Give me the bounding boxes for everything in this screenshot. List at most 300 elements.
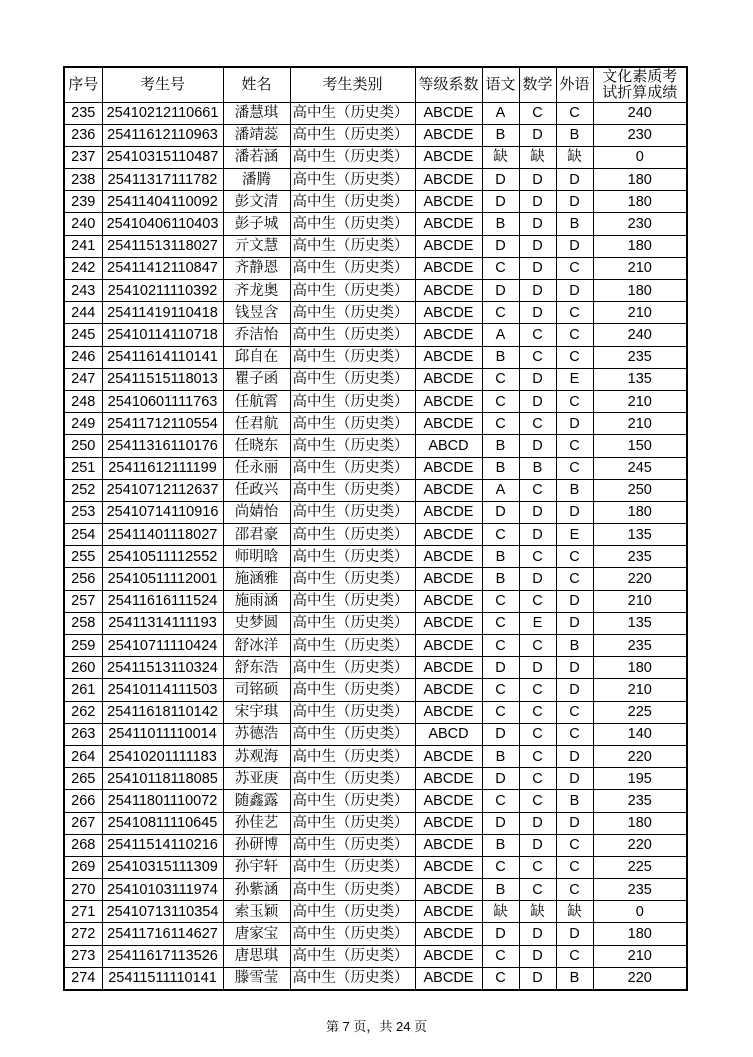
seq-cell: 241 [64,235,102,257]
seq-cell: 244 [64,302,102,324]
seq-cell: 262 [64,701,102,723]
table-row [64,723,687,745]
table-row [64,701,687,723]
score-cell: 235 [593,879,687,901]
name-cell: 孙紫涵 [223,879,290,901]
seq-cell: 274 [64,967,102,989]
math-cell: D [519,435,556,457]
score-cell: 235 [593,546,687,568]
name-cell: 孙宇轩 [223,856,290,878]
exam-no-cell: 25410103111974 [102,879,223,901]
score-cell: 240 [593,102,687,124]
category-cell: 高中生（历史类） [290,346,415,368]
chinese-cell: D [482,923,519,945]
table-row [64,324,687,346]
math-cell: C [519,701,556,723]
category-cell: 高中生（历史类） [290,635,415,657]
exam-no-cell: 25411801110072 [102,790,223,812]
seq-cell: 245 [64,324,102,346]
table-row [64,901,687,923]
foreign-cell: C [556,546,593,568]
chinese-cell: C [482,967,519,989]
score-cell: 210 [593,302,687,324]
category-cell: 高中生（历史类） [290,457,415,479]
foreign-cell: D [556,169,593,191]
level-coef-cell: ABCDE [415,812,482,834]
seq-cell: 258 [64,612,102,634]
exam-no-cell: 25411514110216 [102,834,223,856]
math-cell: D [519,834,556,856]
score-cell: 135 [593,368,687,390]
name-cell: 苏观海 [223,745,290,767]
category-cell: 高中生（历史类） [290,324,415,346]
foreign-cell: D [556,657,593,679]
exam-no-cell: 25411317111782 [102,169,223,191]
table-row [64,568,687,590]
table-row [64,191,687,213]
exam-no-cell: 25411404110092 [102,191,223,213]
exam-no-cell: 25411401118027 [102,524,223,546]
math-cell: 缺 [519,146,556,168]
level-coef-cell: ABCDE [415,967,482,989]
math-cell: D [519,390,556,412]
seq-cell: 236 [64,124,102,146]
name-cell: 随鑫露 [223,790,290,812]
exam-no-cell: 25411712110554 [102,413,223,435]
foreign-cell: B [556,479,593,501]
table-row [64,213,687,235]
category-cell: 高中生（历史类） [290,679,415,701]
foreign-cell: C [556,457,593,479]
seq-cell: 266 [64,790,102,812]
score-cell: 180 [593,923,687,945]
level-coef-cell: ABCDE [415,834,482,856]
name-cell: 史梦圆 [223,612,290,634]
level-coef-cell: ABCDE [415,923,482,945]
foreign-cell: D [556,590,593,612]
seq-cell: 260 [64,657,102,679]
level-coef-cell: ABCDE [415,302,482,324]
exam-no-cell: 25411616111524 [102,590,223,612]
exam-no-cell: 25411513118027 [102,235,223,257]
chinese-cell: B [482,124,519,146]
score-cell: 220 [593,834,687,856]
chinese-cell: 缺 [482,901,519,923]
name-cell: 孙研博 [223,834,290,856]
exam-no-cell: 25411513110324 [102,657,223,679]
math-cell: C [519,723,556,745]
seq-cell: 255 [64,546,102,568]
foreign-cell: C [556,856,593,878]
exam-no-cell: 25410211110392 [102,280,223,302]
score-cell: 180 [593,191,687,213]
name-cell: 潘若涵 [223,146,290,168]
seq-cell: 250 [64,435,102,457]
chinese-cell: D [482,235,519,257]
score-cell: 235 [593,635,687,657]
score-cell: 225 [593,856,687,878]
math-cell: C [519,879,556,901]
category-cell: 高中生（历史类） [290,280,415,302]
chinese-cell: C [482,612,519,634]
name-cell: 苏德浩 [223,723,290,745]
table-row [64,169,687,191]
category-cell: 高中生（历史类） [290,479,415,501]
math-cell: C [519,679,556,701]
name-cell: 彭文清 [223,191,290,213]
name-cell: 潘靖蕊 [223,124,290,146]
exam-no-cell: 25411011110014 [102,723,223,745]
chinese-cell: D [482,501,519,523]
foreign-cell: D [556,768,593,790]
math-cell: D [519,124,556,146]
foreign-cell: C [556,834,593,856]
level-coef-cell: ABCDE [415,790,482,812]
math-cell: C [519,324,556,346]
category-cell: 高中生（历史类） [290,967,415,989]
math-cell: C [519,346,556,368]
level-coef-cell: ABCDE [415,479,482,501]
category-cell: 高中生（历史类） [290,723,415,745]
header-row [64,67,687,102]
table-row [64,812,687,834]
score-cell: 220 [593,967,687,989]
chinese-cell: D [482,191,519,213]
level-coef-cell: ABCDE [415,768,482,790]
level-coef-cell: ABCDE [415,368,482,390]
header-exam-no: 考生号 [102,67,223,102]
seq-cell: 264 [64,745,102,767]
exam-no-cell: 25410118118085 [102,768,223,790]
exam-no-cell: 25410714110916 [102,501,223,523]
table-row [64,368,687,390]
math-cell: D [519,967,556,989]
chinese-cell: C [482,524,519,546]
exam-no-cell: 25410315110487 [102,146,223,168]
table-row [64,235,687,257]
score-cell: 180 [593,235,687,257]
name-cell: 施涵雅 [223,568,290,590]
table-row [64,679,687,701]
chinese-cell: C [482,368,519,390]
exam-no-cell: 25410711110424 [102,635,223,657]
exam-no-cell: 25411716114627 [102,923,223,945]
seq-cell: 235 [64,102,102,124]
score-cell: 135 [593,524,687,546]
foreign-cell: D [556,679,593,701]
category-cell: 高中生（历史类） [290,302,415,324]
category-cell: 高中生（历史类） [290,568,415,590]
score-cell: 180 [593,657,687,679]
foreign-cell: C [556,879,593,901]
level-coef-cell: ABCDE [415,879,482,901]
name-cell: 邱自在 [223,346,290,368]
header-category: 考生类别 [290,67,415,102]
score-cell: 210 [593,590,687,612]
exam-no-cell: 25410601111763 [102,390,223,412]
name-cell: 苏亚庚 [223,768,290,790]
name-cell: 师明晗 [223,546,290,568]
foreign-cell: C [556,324,593,346]
table-row [64,834,687,856]
level-coef-cell: ABCDE [415,280,482,302]
math-cell: C [519,790,556,812]
foreign-cell: D [556,745,593,767]
seq-cell: 246 [64,346,102,368]
math-cell: D [519,280,556,302]
name-cell: 瞿子函 [223,368,290,390]
math-cell: D [519,213,556,235]
score-cell: 235 [593,346,687,368]
name-cell: 孙佳艺 [223,812,290,834]
math-cell: D [519,191,556,213]
category-cell: 高中生（历史类） [290,812,415,834]
name-cell: 邵君豪 [223,524,290,546]
foreign-cell: 缺 [556,901,593,923]
table-header [64,67,687,102]
math-cell: D [519,812,556,834]
foreign-cell: B [556,790,593,812]
math-cell: D [519,302,556,324]
math-cell: D [519,657,556,679]
chinese-cell: B [482,457,519,479]
category-cell: 高中生（历史类） [290,213,415,235]
level-coef-cell: ABCDE [415,235,482,257]
foreign-cell: E [556,368,593,390]
category-cell: 高中生（历史类） [290,590,415,612]
category-cell: 高中生（历史类） [290,745,415,767]
category-cell: 高中生（历史类） [290,169,415,191]
name-cell: 乔洁怡 [223,324,290,346]
exam-no-cell: 25410201111183 [102,745,223,767]
level-coef-cell: ABCDE [415,856,482,878]
chinese-cell: C [482,856,519,878]
category-cell: 高中生（历史类） [290,368,415,390]
name-cell: 任晓东 [223,435,290,457]
math-cell: E [519,612,556,634]
category-cell: 高中生（历史类） [290,879,415,901]
table-row [64,280,687,302]
name-cell: 唐家宝 [223,923,290,945]
score-cell: 210 [593,413,687,435]
math-cell: D [519,235,556,257]
chinese-cell: C [482,413,519,435]
score-cell: 220 [593,568,687,590]
chinese-cell: C [482,390,519,412]
level-coef-cell: ABCDE [415,745,482,767]
chinese-cell: A [482,479,519,501]
foreign-cell: C [556,568,593,590]
level-coef-cell: ABCDE [415,213,482,235]
math-cell: C [519,635,556,657]
table-row [64,413,687,435]
name-cell: 任永丽 [223,457,290,479]
math-cell: C [519,413,556,435]
chinese-cell: C [482,701,519,723]
exam-no-cell: 25411412110847 [102,257,223,279]
score-cell: 225 [593,701,687,723]
header-math: 数学 [519,67,556,102]
category-cell: 高中生（历史类） [290,124,415,146]
foreign-cell: C [556,723,593,745]
exam-no-cell: 25410712112637 [102,479,223,501]
category-cell: 高中生（历史类） [290,657,415,679]
chinese-cell: B [482,435,519,457]
category-cell: 高中生（历史类） [290,146,415,168]
exam-no-cell: 25410811110645 [102,812,223,834]
score-cell: 235 [593,790,687,812]
math-cell: C [519,546,556,568]
math-cell: D [519,568,556,590]
exam-no-cell: 25411618110142 [102,701,223,723]
chinese-cell: C [482,590,519,612]
header-name: 姓名 [223,67,290,102]
category-cell: 高中生（历史类） [290,390,415,412]
seq-cell: 247 [64,368,102,390]
header-score [593,67,687,102]
math-cell: B [519,457,556,479]
name-cell: 钱昱含 [223,302,290,324]
level-coef-cell: ABCDE [415,457,482,479]
level-coef-cell: ABCDE [415,102,482,124]
score-table [63,66,688,991]
foreign-cell: C [556,102,593,124]
exam-no-cell: 25411316110176 [102,435,223,457]
chinese-cell: B [482,568,519,590]
foreign-cell: D [556,501,593,523]
exam-no-cell: 25410511112552 [102,546,223,568]
table-row [64,102,687,124]
name-cell: 潘慧琪 [223,102,290,124]
table-row [64,967,687,989]
seq-cell: 237 [64,146,102,168]
foreign-cell: B [556,635,593,657]
header-score-label: 文化素质考试折算成绩 [602,67,678,101]
header-foreign: 外语 [556,67,593,102]
level-coef-cell: ABCDE [415,546,482,568]
chinese-cell: 缺 [482,146,519,168]
exam-no-cell: 25410114110718 [102,324,223,346]
page-footer: 第 7 页，共 24 页 [325,1019,428,1034]
math-cell: D [519,257,556,279]
name-cell: 索玉颖 [223,901,290,923]
score-cell: 250 [593,479,687,501]
foreign-cell: E [556,524,593,546]
category-cell: 高中生（历史类） [290,102,415,124]
seq-cell: 265 [64,768,102,790]
category-cell: 高中生（历史类） [290,435,415,457]
level-coef-cell: ABCDE [415,124,482,146]
score-cell: 245 [593,457,687,479]
chinese-cell: D [482,768,519,790]
seq-cell: 261 [64,679,102,701]
chinese-cell: C [482,790,519,812]
seq-cell: 268 [64,834,102,856]
name-cell: 彭子城 [223,213,290,235]
seq-cell: 259 [64,635,102,657]
category-cell: 高中生（历史类） [290,191,415,213]
chinese-cell: B [482,213,519,235]
chinese-cell: D [482,169,519,191]
level-coef-cell: ABCDE [415,612,482,634]
name-cell: 唐思琪 [223,945,290,967]
table-row [64,346,687,368]
foreign-cell: D [556,191,593,213]
score-cell: 0 [593,146,687,168]
seq-cell: 251 [64,457,102,479]
math-cell: C [519,102,556,124]
exam-no-cell: 25410511112001 [102,568,223,590]
name-cell: 任政兴 [223,479,290,501]
score-cell: 0 [593,901,687,923]
category-cell: 高中生（历史类） [290,834,415,856]
foreign-cell: D [556,923,593,945]
exam-no-cell: 25411612110963 [102,124,223,146]
seq-cell: 239 [64,191,102,213]
seq-cell: 267 [64,812,102,834]
chinese-cell: B [482,834,519,856]
chinese-cell: C [482,679,519,701]
math-cell: D [519,923,556,945]
score-cell: 180 [593,812,687,834]
foreign-cell: C [556,390,593,412]
exam-no-cell: 25411511110141 [102,967,223,989]
chinese-cell: D [482,812,519,834]
math-cell: C [519,479,556,501]
header-level-coef: 等级系数 [415,67,482,102]
chinese-cell: D [482,657,519,679]
level-coef-cell: ABCDE [415,169,482,191]
table-row [64,302,687,324]
name-cell: 任航霄 [223,390,290,412]
seq-cell: 273 [64,945,102,967]
level-coef-cell: ABCDE [415,524,482,546]
category-cell: 高中生（历史类） [290,923,415,945]
seq-cell: 253 [64,501,102,523]
name-cell: 舒冰洋 [223,635,290,657]
chinese-cell: B [482,546,519,568]
category-cell: 高中生（历史类） [290,768,415,790]
score-cell: 150 [593,435,687,457]
level-coef-cell: ABCDE [415,568,482,590]
seq-cell: 270 [64,879,102,901]
name-cell: 亓文慧 [223,235,290,257]
category-cell: 高中生（历史类） [290,257,415,279]
table-row [64,635,687,657]
chinese-cell: B [482,346,519,368]
math-cell: D [519,524,556,546]
header-chinese: 语文 [482,67,519,102]
seq-cell: 243 [64,280,102,302]
table-row [64,501,687,523]
name-cell: 尚婧怡 [223,501,290,523]
math-cell: 缺 [519,901,556,923]
chinese-cell: C [482,257,519,279]
category-cell: 高中生（历史类） [290,701,415,723]
exam-no-cell: 25411314111193 [102,612,223,634]
seq-cell: 256 [64,568,102,590]
table-row [64,479,687,501]
seq-cell: 252 [64,479,102,501]
foreign-cell: D [556,413,593,435]
exam-no-cell: 25410315111309 [102,856,223,878]
score-cell: 210 [593,945,687,967]
seq-cell: 269 [64,856,102,878]
chinese-cell: C [482,302,519,324]
category-cell: 高中生（历史类） [290,901,415,923]
table-row [64,257,687,279]
math-cell: C [519,768,556,790]
